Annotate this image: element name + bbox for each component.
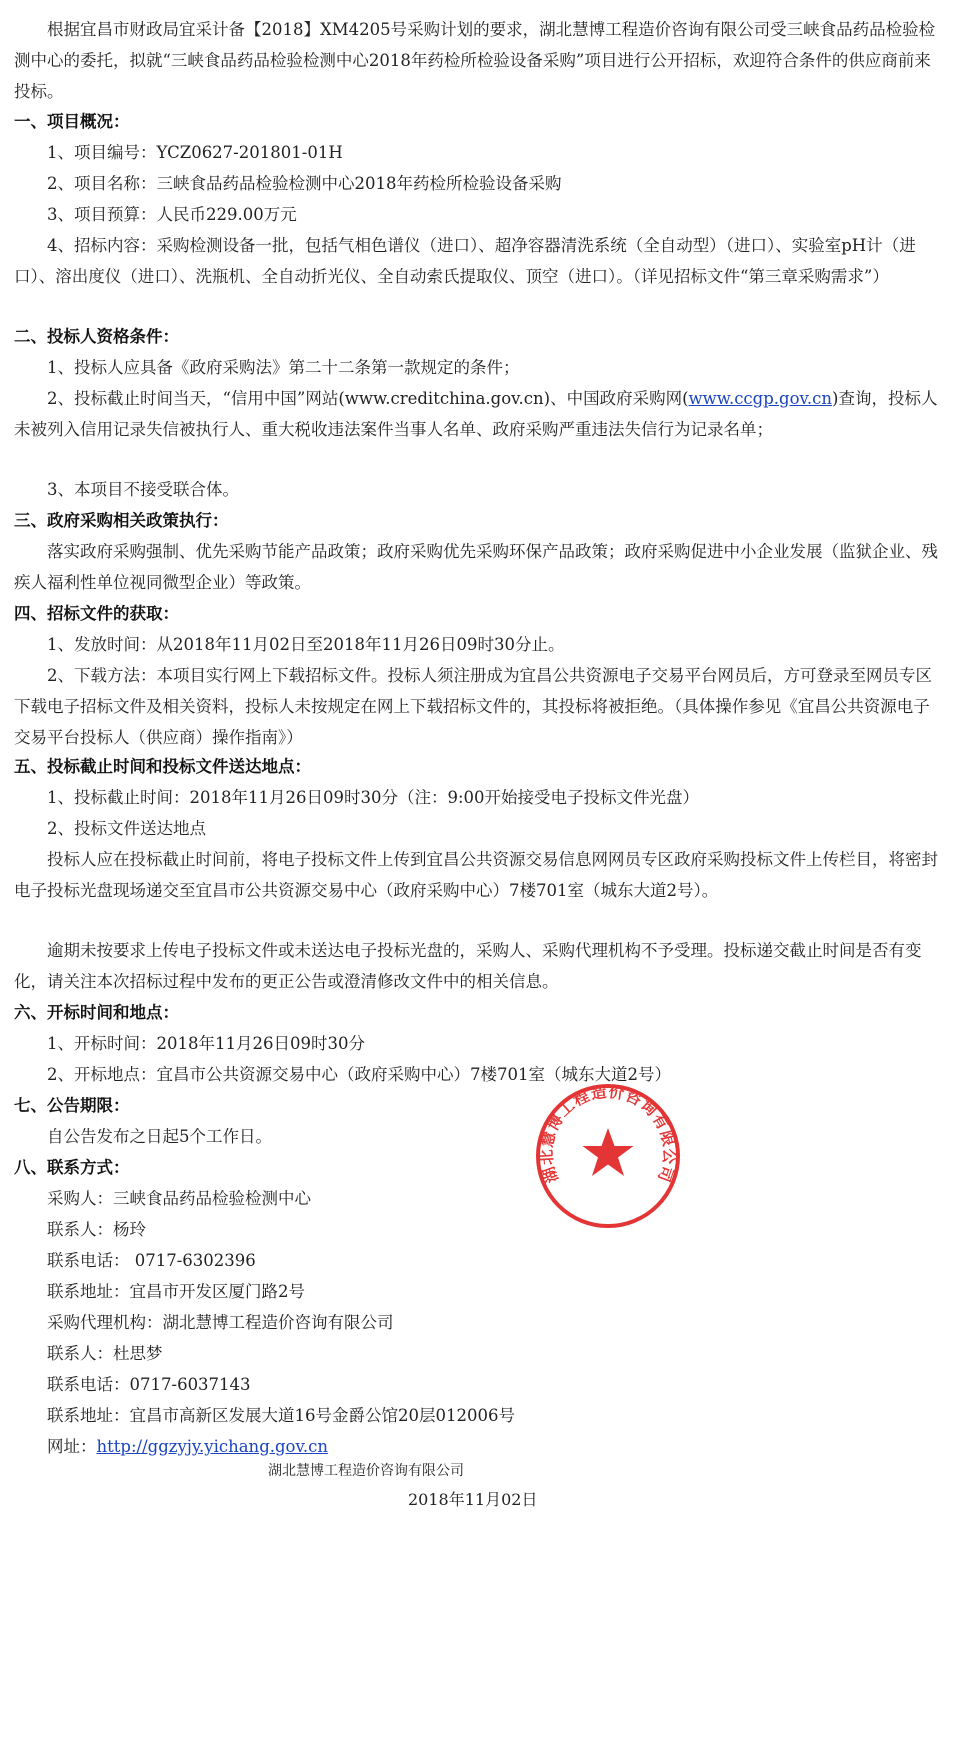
- bid-deadline: 1、投标截止时间：2018年11月26日09时30分（注：9:00开始接受电子投标文件光盘）: [47, 788, 700, 807]
- delivery-instructions: 投标人应在投标截止时间前，将电子投标文件上传到宜昌公共资源交易信息网网员专区政府采购投标文件上传栏目，将密封电子投标光盘现场递交至宜昌市公共资源交易中心（政府采购中心）7楼701室（城东大道2号）。: [14, 850, 938, 900]
- agency-phone: 联系电话：0717-6037143: [47, 1375, 251, 1394]
- qualification-3: 3、本项目不接受联合体。: [47, 480, 239, 499]
- opening-location: 2、开标地点：宜昌市公共资源交易中心（政府采购中心）7楼701室（城东大道2号）: [47, 1065, 671, 1084]
- tender-content: 4、招标内容：采购检测设备一批，包括气相色谱仪（进口）、超净容器清洗系统（全自动型）（进口）、实验室pH计（进口）、溶出度仪（进口）、洗瓶机、全自动折光仪、全自动索氏提取仪、顶空（进口）。（详见招标文件“第三章采购需求”）: [14, 236, 916, 286]
- ccgp-link[interactable]: www.ccgp.gov.cn: [688, 389, 833, 408]
- purchaser-phone: 联系电话： 0717-6302396: [47, 1251, 256, 1270]
- section-heading-7: 七、公告期限：: [14, 1096, 130, 1115]
- purchaser: 采购人：三峡食品药品检验检测中心: [47, 1189, 311, 1208]
- project-name: 2、项目名称：三峡食品药品检验检测中心2018年药检所检验设备采购: [47, 174, 562, 193]
- intro-paragraph: 根据宜昌市财政局宜采计备【2018】XM4205号采购计划的要求，湖北慧博工程造价咨询有限公司受三峡食品药品检验检测中心的委托，拟就“三峡食品药品检验检测中心2018年药检所检验设备采购”项目进行公开招标，欢迎符合条件的供应商前来投标。: [14, 20, 936, 101]
- distribution-time: 1、发放时间：从2018年11月02日至2018年11月26日09时30分止。: [47, 635, 565, 654]
- delivery-location-label: 2、投标文件送达地点: [47, 819, 206, 838]
- section-heading-1: 一、项目概况：: [14, 112, 130, 131]
- notice-period: 自公告发布之日起5个工作日。: [47, 1127, 272, 1146]
- qualification-1: 1、投标人应具备《政府采购法》第二十二条第一款规定的条件；: [47, 358, 520, 377]
- website-line: [14, 1431, 939, 1462]
- project-budget: 3、项目预算：人民币229.00万元: [47, 205, 297, 224]
- agency-contact: 联系人：杜思梦: [47, 1344, 163, 1363]
- website-label: 网址：: [47, 1437, 97, 1456]
- section-heading-5: 五、投标截止时间和投标文件送达地点：: [14, 757, 311, 776]
- agency: 采购代理机构：湖北慧博工程造价咨询有限公司: [47, 1313, 394, 1332]
- signature-company: 湖北慧博工程造价咨询有限公司: [268, 1463, 464, 1479]
- qualification-2: [14, 383, 939, 445]
- agency-address: 联系地址：宜昌市高新区发展大道16号金爵公馆20层012006号: [47, 1406, 515, 1425]
- section-heading-6: 六、开标时间和地点：: [14, 1003, 179, 1022]
- download-method: 2、下载方法：本项目实行网上下载招标文件。投标人须注册成为宜昌公共资源电子交易平台网员后，方可登录至网员专区下载电子招标文件及相关资料，投标人未按规定在网上下载招标文件的，其投标将被拒绝。（具体操作参见《宜昌公共资源电子交易平台投标人（供应商）操作指南》）: [14, 666, 932, 747]
- website-link[interactable]: http://ggzyjy.yichang.gov.cn: [96, 1437, 328, 1456]
- section-heading-3: 三、政府采购相关政策执行：: [14, 511, 229, 530]
- qualification-2-text-b: )查询，投标人未被列入信用记录失信被执行人、重大税收违法案件当事人名单、政府采购严重违法失信行为记录名单；: [14, 389, 938, 439]
- purchaser-contact: 联系人：杨玲: [47, 1220, 146, 1239]
- opening-time: 1、开标时间：2018年11月26日09时30分: [47, 1034, 365, 1053]
- project-number: 1、项目编号：YCZ0627-201801-01H: [47, 143, 343, 162]
- signature-date: 2018年11月02日: [408, 1490, 538, 1509]
- purchaser-address: 联系地址：宜昌市开发区厦门路2号: [47, 1282, 305, 1301]
- section-heading-8: 八、联系方式：: [14, 1158, 130, 1177]
- policy-text: 落实政府采购强制、优先采购节能产品政策；政府采购优先采购环保产品政策；政府采购促进中小企业发展（监狱企业、残疾人福利性单位视同微型企业）等政策。: [14, 542, 938, 592]
- section-heading-2: 二、投标人资格条件：: [14, 327, 179, 346]
- late-submission-notice: 逾期未按要求上传电子投标文件或未送达电子投标光盘的，采购人、采购代理机构不予受理。投标递交截止时间是否有变化，请关注本次招标过程中发布的更正公告或澄清修改文件中的相关信息。: [14, 941, 922, 991]
- qualification-2-text-a: 2、投标截止时间当天，“信用中国”网站(www.creditchina.gov.cn)、中国政府采购网(: [47, 389, 689, 408]
- seal-text: 湖北慧博工程造价咨询有限公司: [537, 1082, 679, 1186]
- section-heading-4: 四、招标文件的获取：: [14, 604, 179, 623]
